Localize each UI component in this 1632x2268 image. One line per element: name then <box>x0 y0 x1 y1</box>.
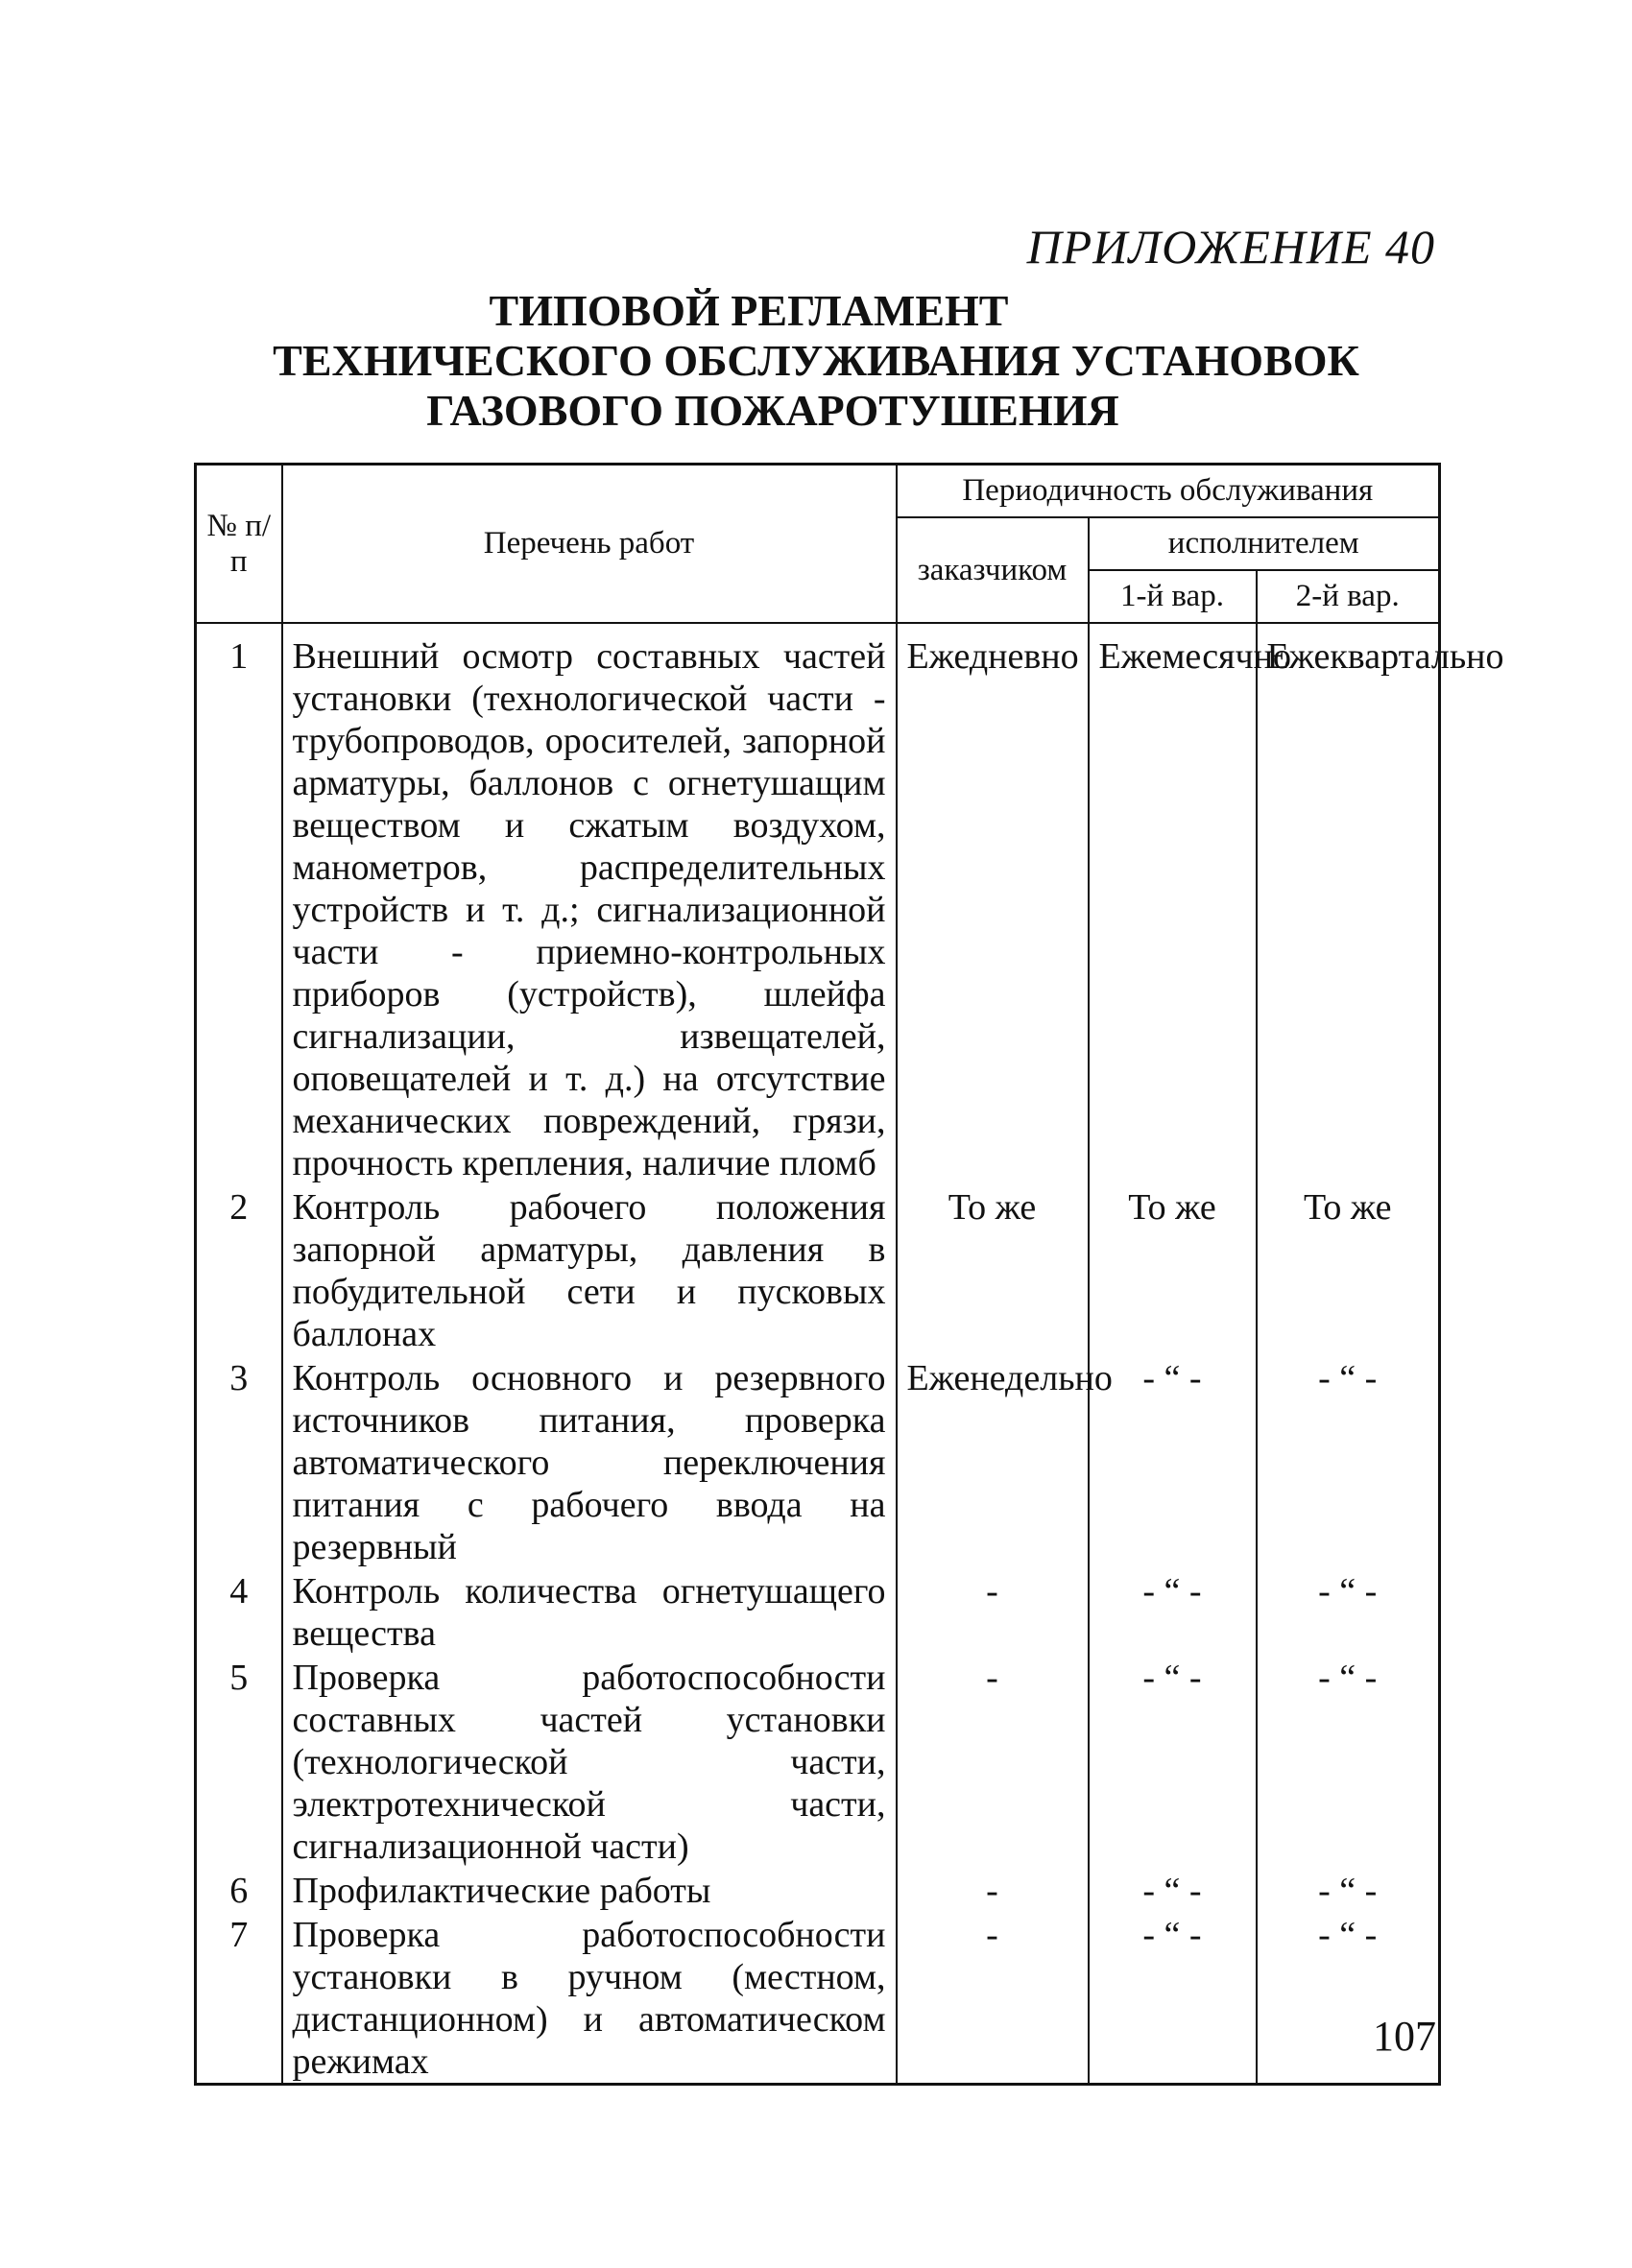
row-number: 1 <box>196 623 282 1184</box>
table-row <box>196 1655 1440 1868</box>
table-row <box>196 623 1440 1184</box>
row-work: Проверка работоспособности составных частей установки (технологической части, электротехнической части, сигнализационной части) <box>282 1655 897 1868</box>
document-title <box>0 286 1632 436</box>
row-variant-2: - “ - <box>1257 1568 1440 1655</box>
row-work: Контроль рабочего положения запорной арматуры, давления в побудительной сети и пусковых баллонах <box>282 1184 897 1355</box>
row-customer: - <box>897 1912 1089 2085</box>
row-customer: Еженедельно <box>897 1355 1089 1568</box>
row-variant-1: Ежемесячно <box>1089 623 1257 1184</box>
header-number: № п/п <box>196 465 282 624</box>
maintenance-schedule-table <box>194 463 1504 2086</box>
row-variant-1: То же <box>1089 1184 1257 1355</box>
row-variant-1: - “ - <box>1089 1568 1257 1655</box>
row-customer: То же <box>897 1184 1089 1355</box>
row-number: 4 <box>196 1568 282 1655</box>
row-work: Контроль количества огнетушащего вещества <box>282 1568 897 1655</box>
table-row <box>196 1568 1440 1655</box>
table-header <box>196 465 1440 624</box>
row-variant-2: - “ - <box>1257 1868 1440 1912</box>
header-by-contractor: исполнителем <box>1089 517 1440 570</box>
row-variant-1: - “ - <box>1089 1355 1257 1568</box>
table-row <box>196 1868 1440 1912</box>
row-work: Профилактические работы <box>282 1868 897 1912</box>
title-line-3: ГАЗОВОГО ПОЖАРОТУШЕНИЯ <box>426 386 1119 435</box>
row-number: 3 <box>196 1355 282 1568</box>
row-number: 7 <box>196 1912 282 2085</box>
appendix-label: ПРИЛОЖЕНИЕ 40 <box>1026 220 1435 274</box>
header-variant-2: 2-й вар. <box>1257 570 1440 623</box>
row-variant-2: - “ - <box>1257 1355 1440 1568</box>
row-work: Контроль основного и резервного источников питания, проверка автоматического переключения питания с рабочего ввода на резервный <box>282 1355 897 1568</box>
row-number: 5 <box>196 1655 282 1868</box>
row-customer: - <box>897 1568 1089 1655</box>
page-number: 107 <box>1373 2013 1436 2060</box>
row-customer: - <box>897 1868 1089 1912</box>
row-variant-1: - “ - <box>1089 1655 1257 1868</box>
header-variant-1: 1-й вар. <box>1089 570 1257 623</box>
row-variant-1: - “ - <box>1089 1912 1257 2085</box>
table-row <box>196 1184 1440 1355</box>
row-variant-2: - “ - <box>1257 1655 1440 1868</box>
row-customer: - <box>897 1655 1089 1868</box>
row-work: Внешний осмотр составных частей установки (технологической части - трубопроводов, оросителей, запорной арматуры, баллонов с огнетушащим веществом и сжатым воздухом, манометров, распределительных устройств и т. д.; сигнализационной части - приемно-контрольных приборов (устройств), шлейфа сигнализации, извещателей, оповещателей и т. д.) на отсутствие механических повреждений, грязи, прочность крепления, наличие пломб <box>282 623 897 1184</box>
row-number: 2 <box>196 1184 282 1355</box>
row-variant-2: - “ - <box>1257 1912 1440 2085</box>
table-body <box>196 623 1504 2085</box>
header-periodicity: Периодичность обслуживания <box>897 465 1440 518</box>
header-work-list: Перечень работ <box>282 465 897 624</box>
title-line-2: ТЕХНИЧЕСКОГО ОБСЛУЖИВАНИЯ УСТАНОВОК <box>273 336 1359 385</box>
table-row <box>196 1912 1440 2085</box>
row-work: Проверка работоспособности установки в ручном (местном, дистанционном) и автоматическом режимах <box>282 1912 897 2085</box>
title-line-1: ТИПОВОЙ РЕГЛАМЕНТ <box>489 286 1009 335</box>
header-by-customer: заказчиком <box>897 517 1089 623</box>
row-variant-1: - “ - <box>1089 1868 1257 1912</box>
row-variant-2: Ежеквартально <box>1257 623 1440 1184</box>
row-customer: Ежедневно <box>897 623 1089 1184</box>
table-row <box>196 1355 1440 1568</box>
row-number: 6 <box>196 1868 282 1912</box>
row-variant-2: То же <box>1257 1184 1440 1355</box>
